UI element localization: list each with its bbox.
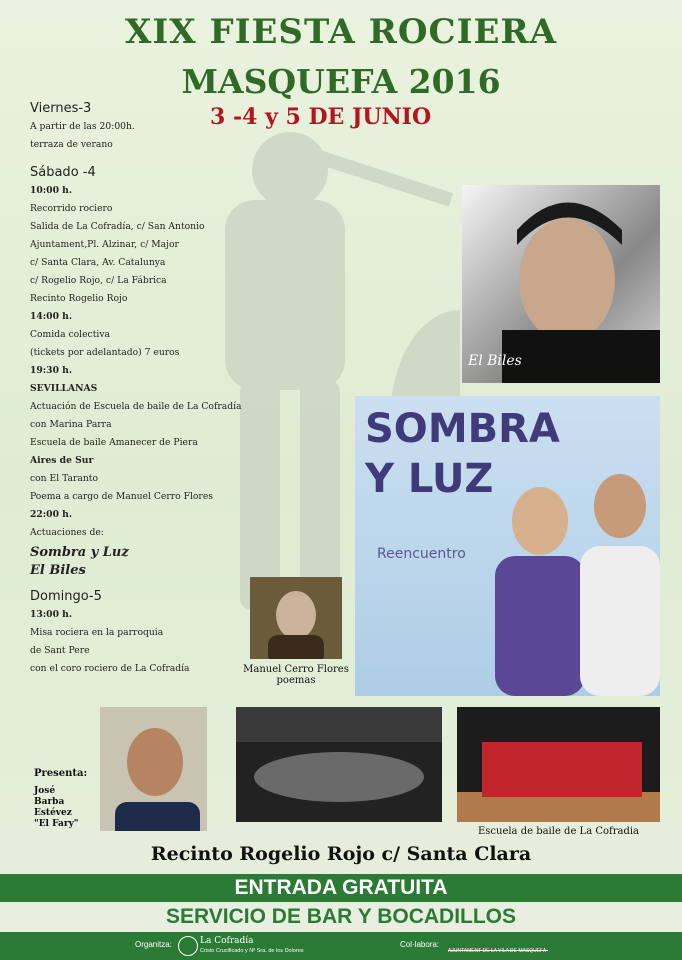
schedule-line: El Biles: [30, 563, 86, 578]
el-biles-photo: [462, 185, 660, 383]
schedule-line: Misa rociera en la parroquia: [30, 627, 164, 638]
album-title-line2: Y LUZ: [365, 456, 494, 502]
schedule-line: Poema a cargo de Manuel Cerro Flores: [30, 491, 213, 502]
dance-class-photo: [236, 707, 442, 822]
organiza-label: Organitza:: [135, 940, 172, 949]
schedule-line: Recinto Rogelio Rojo: [30, 293, 128, 304]
schedule-line: Actuaciones de:: [30, 527, 104, 538]
organizer-name: La Cofradía: [200, 936, 254, 946]
schedule-line: (tickets por adelantado) 7 euros: [30, 347, 180, 358]
sombra-y-luz-album-cover: [355, 396, 660, 696]
footer: [0, 932, 682, 960]
el-biles-caption: El Biles: [468, 353, 522, 369]
schedule-line: Ajuntament,Pl. Alzinar, c/ Major: [30, 239, 179, 250]
presenter-photo: [100, 707, 207, 831]
schedule-line: Aires de Sur: [30, 455, 94, 466]
schedule-line: con el coro rociero de La Cofradía: [30, 663, 190, 674]
venue: Recinto Rogelio Rojo c/ Santa Clara: [150, 843, 532, 865]
presenter-label: Presenta:: [34, 768, 88, 779]
schedule-line: SEVILLANAS: [30, 383, 98, 394]
manuel-cerro-flores-caption: Manuel Cerro Flores poemas: [243, 664, 349, 686]
schedule-line: Recorrido rociero: [30, 203, 113, 214]
schedule-line: Sábado -4: [30, 165, 96, 180]
event-location-year: MASQUEFA 2016: [181, 62, 501, 101]
organizer-subtitle: Cristo Crucificado y Nª Sra. de los Dolores: [200, 948, 304, 954]
schedule-line: 22:00 h.: [30, 509, 73, 520]
manuel-cerro-flores-photo: [250, 577, 342, 659]
schedule-line: Salida de La Cofradía, c/ San Antonio: [30, 221, 205, 232]
schedule-line: 10:00 h.: [30, 185, 73, 196]
cofradia-dance-school-caption: Escuela de baile de La Cofradia: [477, 826, 640, 837]
presenter-name: José Barba Estévez "El Fary": [34, 786, 79, 829]
bar-service-banner: SERVICIO DE BAR Y BOCADILLOS: [0, 902, 682, 932]
schedule-line: de Sant Pere: [30, 645, 90, 656]
cofradia-dance-school-photo: [457, 707, 660, 822]
schedule-line: Escuela de baile Amanecer de Piera: [30, 437, 198, 448]
schedule-line: c/ Rogelio Rojo, c/ La Fábrica: [30, 275, 167, 286]
free-entry-banner: ENTRADA GRATUITA: [0, 874, 682, 902]
schedule-line: Domingo-5: [30, 589, 102, 604]
schedule-line: Comida colectiva: [30, 329, 110, 340]
album-subtitle: Reencuentro: [377, 546, 466, 562]
schedule-line: Actuación de Escuela de baile de La Cofradía: [30, 401, 242, 412]
collaborator-name: AJUNTAMENT DE LA VILA DE MASQUEFA: [448, 948, 547, 954]
schedule-line: Viernes-3: [30, 101, 92, 116]
schedule-line: con Marina Parra: [30, 419, 112, 430]
schedule-line: Sombra y Luz: [30, 545, 129, 560]
schedule-line: con El Taranto: [30, 473, 98, 484]
album-title-line1: SOMBRA: [365, 406, 560, 452]
event-title: XIX FIESTA ROCIERA: [124, 12, 558, 52]
colabora-label: Col·labora:: [400, 940, 440, 949]
event-dates: 3 -4 y 5 DE JUNIO: [210, 104, 432, 130]
schedule-line: c/ Santa Clara, Av. Catalunya: [30, 257, 166, 268]
schedule-line: terraza de verano: [30, 139, 113, 150]
schedule-line: A partir de las 20:00h.: [30, 121, 135, 132]
schedule-line: 14:00 h.: [30, 311, 73, 322]
cofradia-logo-icon: [178, 936, 198, 956]
schedule-line: 13:00 h.: [30, 609, 73, 620]
schedule-line: 19:30 h.: [30, 365, 73, 376]
